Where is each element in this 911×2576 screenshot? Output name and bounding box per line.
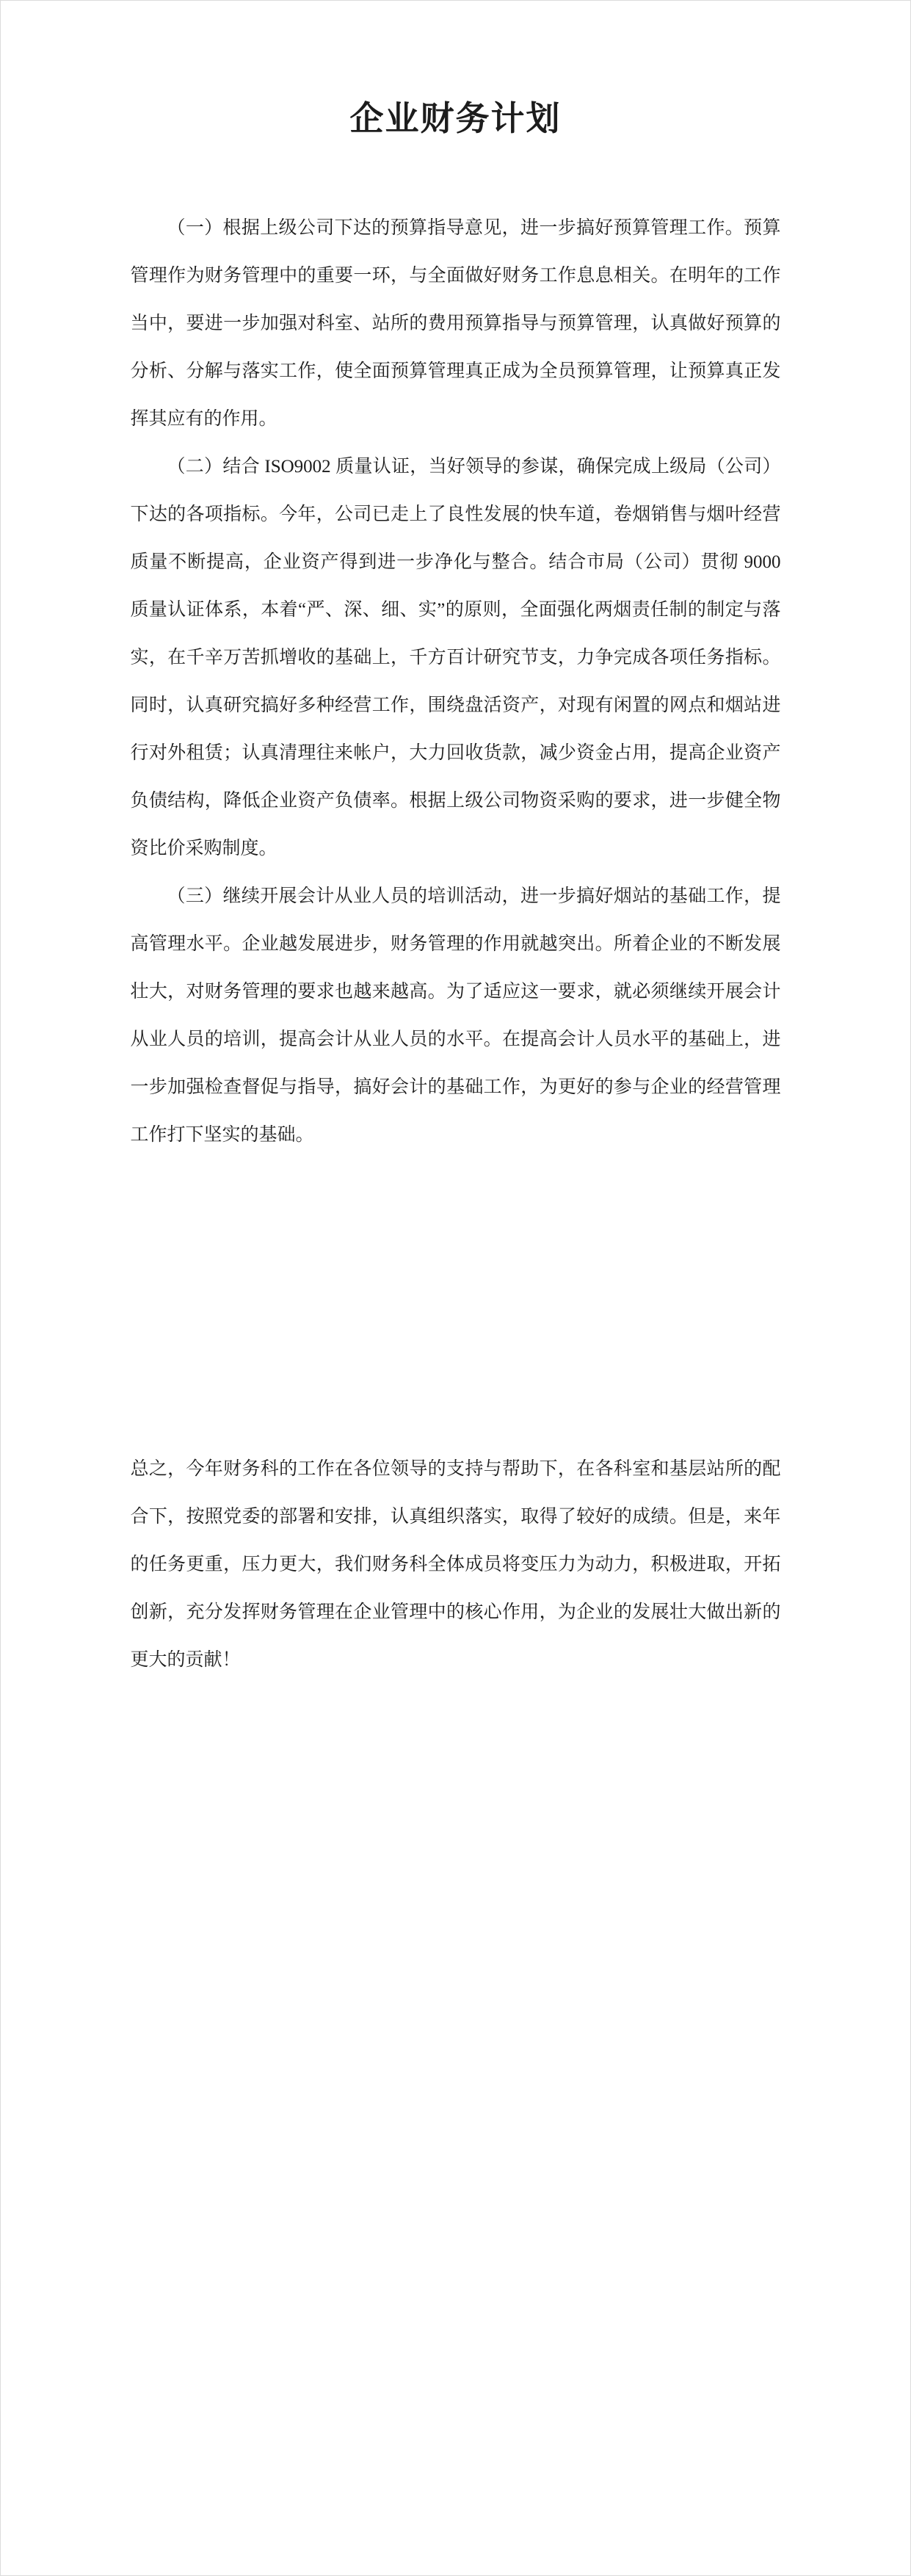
document-title: 企业财务计划	[349, 100, 562, 137]
paragraph-1: （一）根据上级公司下达的预算指导意见，进一步搞好预算管理工作。预算管理作为财务管理中的重要一环，与全面做好财务工作息息相关。在明年的工作当中，要进一步加强对科室、站所的费用预算指导与预算管理，认真做好预算的分析、分解与落实工作，使全面预算管理真正成为全员预算管理，让预算真正发挥其应有的作用。	[130, 218, 781, 429]
document-body	[131, 204, 781, 1684]
paragraph-closing: 总之，今年财务科的工作在各位领导的支持与帮助下，在各科室和基层站所的配合下，按照党委的部署和安排，认真组织落实，取得了较好的成绩。但是，来年的任务更重，压力更大，我们财务科全体成员将变压力为动力，积极进取，开拓创新，充分发挥财务管理在企业管理中的核心作用，为企业的发展壮大做出新的更大的贡献！	[130, 1459, 781, 1670]
paragraph-2: （二）结合 ISO9002 质量认证，当好领导的参谋，确保完成上级局（公司）下达的各项指标。今年，公司已走上了良性发展的快车道，卷烟销售与烟叶经营质量不断提高，企业资产得到进一步净化与整合。结合市局（公司）贯彻 9000 质量认证体系，本着“严、深、细、实”的原则，全面强化两烟责任制的制定与落实，在千辛万苦抓增收的基础上，千方百计研究节支，力争完成各项任务指标。同时，认真研究搞好多种经营工作，围绕盘活资产，对现有闲置的网点和烟站进行对外租赁；认真清理往来帐户，大力回收货款，减少资金占用，提高企业资产负债结构，降低企业资产负债率。根据上级公司物资采购的要求，进一步健全物资比价采购制度。	[130, 457, 781, 858]
paragraph-3: （三）继续开展会计从业人员的培训活动，进一步搞好烟站的基础工作，提高管理水平。企业越发展进步，财务管理的作用就越突出。所着企业的不断发展壮大，对财务管理的要求也越来越高。为了适应这一要求，就必须继续开展会计从业人员的培训，提高会计从业人员的水平。在提高会计人员水平的基础上，进一步加强检查督促与指导，搞好会计的基础工作，为更好的参与企业的经营管理工作打下坚实的基础。	[130, 886, 781, 1145]
